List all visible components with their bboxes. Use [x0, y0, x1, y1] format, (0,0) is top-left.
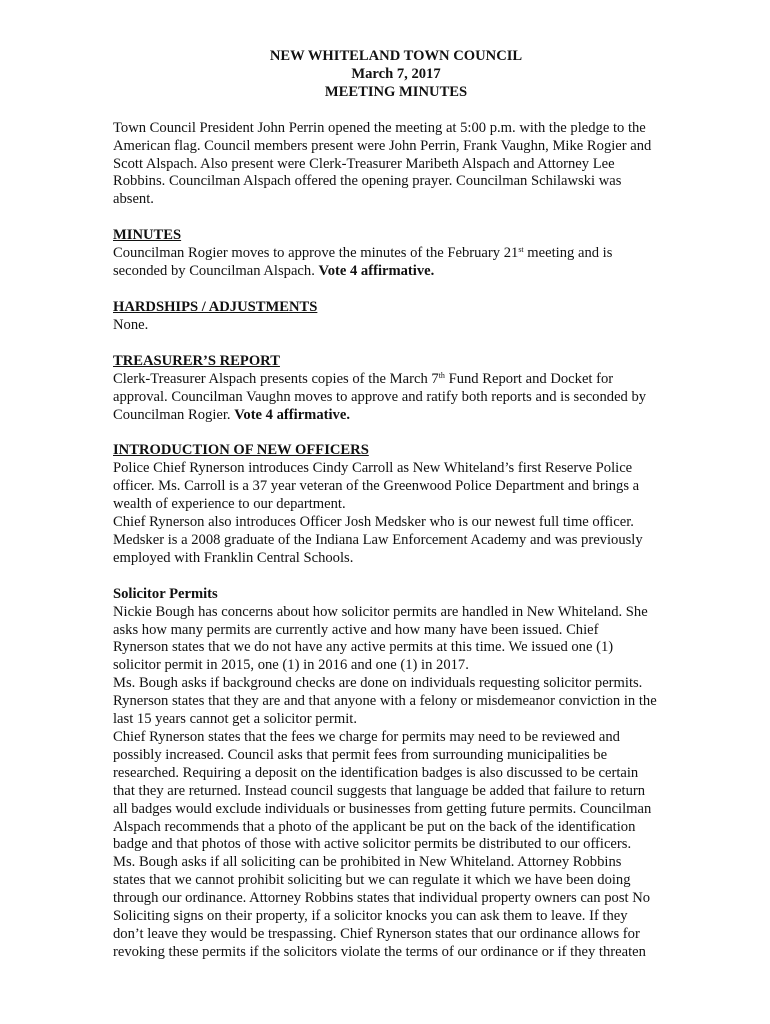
solicitor-line: asks how many permits are currently active and how many have been issued. Chief: [113, 621, 599, 638]
opening-line: Robbins. Councilman Alspach offered the opening prayer. Councilman Schilawski was: [113, 173, 622, 190]
minutes-heading: MINUTES: [113, 227, 182, 244]
new-officers-line: Chief Rynerson also introduces Officer Josh Medsker who is our newest full time officer.: [113, 514, 634, 531]
treasurer-text: Fund Report and Docket for: [444, 370, 614, 387]
treasurer-line: [113, 371, 679, 389]
ordinal-suffix: th: [438, 370, 445, 380]
minutes-section: [113, 227, 679, 281]
minutes-text: meeting and is: [523, 245, 613, 262]
solicitor-line: that they are returned. Instead council suggests that language be added that failure to return: [113, 782, 646, 799]
document-type: MEETING MINUTES: [324, 83, 468, 100]
new-officers-line: Police Chief Rynerson introduces Cindy Carroll as New Whiteland’s first Reserve Police: [113, 460, 633, 477]
minutes-text: seconded by Councilman Alspach.: [113, 263, 319, 280]
solicitor-line: revoking these permits if the solicitors violate the terms of our ordinance or if they threaten: [113, 943, 646, 960]
hardships-heading: HARDSHIPS / ADJUSTMENTS: [113, 298, 318, 315]
solicitor-line: Ms. Bough asks if all soliciting can be prohibited in New Whiteland. Attorney Robbins: [113, 854, 622, 871]
hardships-text: None.: [113, 316, 149, 333]
solicitor-line: states that we cannot prohibit soliciting but we can regulate it which we have been doing: [113, 872, 631, 889]
solicitor-line: Chief Rynerson states that the fees we charge for permits may need to be reviewed and: [113, 729, 620, 745]
meeting-date: March 7, 2017: [351, 65, 441, 82]
solicitor-line: researched. Requiring a deposit on the identification badges is also discussed to be certain: [113, 764, 639, 781]
solicitor-heading: Solicitor Permits: [113, 585, 218, 602]
opening-line: Town Council President John Perrin opened the meeting at 5:00 p.m. with the pledge to the: [113, 119, 646, 136]
solicitor-line: last 15 years cannot get a solicitor permit.: [113, 711, 357, 728]
new-officers-line: Medsker is a 2008 graduate of the Indiana Law Enforcement Academy and was previously: [113, 531, 643, 548]
solicitor-line: Nickie Bough has concerns about how solicitor permits are handled in New Whiteland. She: [113, 603, 648, 620]
solicitor-line: badge and that photos of those with active solicitor permits be distributed to our officers.: [113, 836, 632, 853]
solicitor-line: Alspach recommends that a photo of the applicant be put on the back of the identification: [113, 818, 636, 835]
vote-result: Vote 4 affirmative.: [234, 406, 350, 423]
solicitor-line: Rynerson states that they are and that anyone with a felony or misdemeanor conviction in the: [113, 693, 657, 710]
treasurer-text: Clerk-Treasurer Alspach presents copies of the March 7: [113, 370, 439, 387]
minutes-line: [113, 263, 679, 281]
treasurer-line: approval. Councilman Vaughn moves to approve and ratify both reports and is seconded by: [113, 388, 647, 405]
document-page: [113, 48, 679, 962]
solicitor-line: through our ordinance. Attorney Robbins states that individual property owners can post No: [113, 890, 651, 907]
solicitor-line: don’t leave they would be trespassing. Chief Rynerson states that our ordinance allows for: [113, 925, 640, 942]
solicitor-line: solicitor permit in 2015, one (1) in 2016 and one (1) in 2017.: [113, 657, 469, 674]
solicitor-section: [113, 586, 679, 962]
treasurer-text: Councilman Rogier.: [113, 406, 235, 423]
opening-line: American flag. Council members present were John Perrin, Frank Vaughn, Mike Rogier and: [113, 137, 652, 154]
org-title: NEW WHITELAND TOWN COUNCIL: [269, 48, 523, 64]
ordinal-suffix: st: [518, 245, 524, 255]
solicitor-line: Soliciting signs on their property, if a solicitor knocks you can ask them to leave. If they: [113, 908, 628, 925]
vote-result: Vote 4 affirmative.: [318, 263, 435, 280]
opening-line: absent.: [113, 191, 154, 208]
hardships-section: [113, 299, 679, 335]
solicitor-line: possibly increased. Council asks that permit fees from surrounding municipalities be: [113, 746, 608, 763]
solicitor-line: Rynerson states that we do not have any active permits at this time. We issued one (1): [113, 639, 614, 656]
new-officers-line: wealth of experience to our department.: [113, 496, 346, 513]
minutes-line: [113, 245, 679, 263]
opening-line: Scott Alspach. Also present were Clerk-Treasurer Maribeth Alspach and Attorney Lee: [113, 155, 615, 172]
new-officers-section: [113, 442, 679, 567]
solicitor-line: Ms. Bough asks if background checks are done on individuals requesting solicitor permits.: [113, 675, 643, 692]
solicitor-line: all badges would exclude individuals or businesses from getting future permits. Councilman: [113, 800, 652, 817]
new-officers-line: employed with Franklin Central Schools.: [113, 549, 354, 566]
treasurer-section: [113, 353, 679, 425]
treasurer-line: [113, 407, 679, 425]
new-officers-line: officer. Ms. Carroll is a 37 year veteran of the Greenwood Police Department and brings a: [113, 478, 640, 495]
treasurer-heading: TREASURER’S REPORT: [113, 352, 280, 369]
document-header: [113, 48, 679, 102]
opening-paragraph: [113, 120, 679, 210]
minutes-text: Councilman Rogier moves to approve the minutes of the February 21: [113, 245, 519, 262]
new-officers-heading: INTRODUCTION OF NEW OFFICERS: [113, 442, 369, 459]
